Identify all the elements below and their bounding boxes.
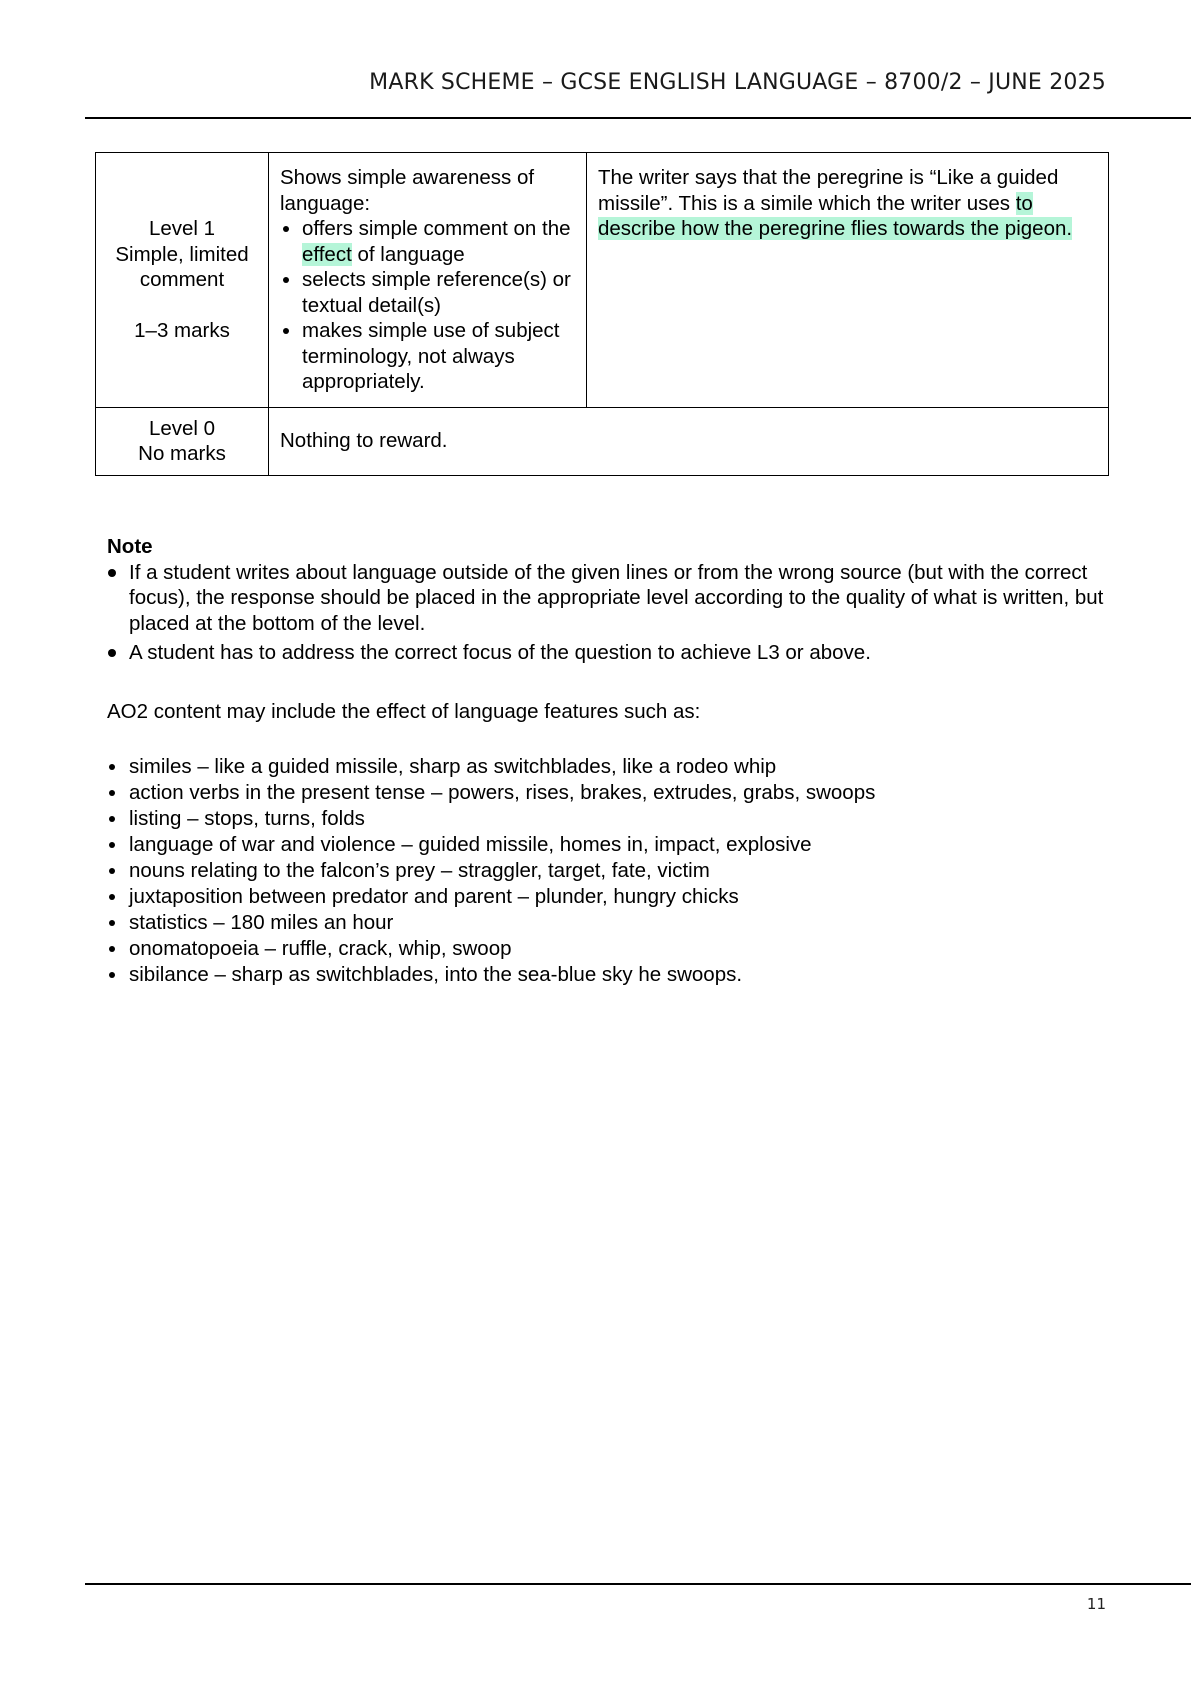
page-header-title: MARK SCHEME – GCSE ENGLISH LANGUAGE – 8700/2 – JUNE 2025 [369, 70, 1106, 95]
level-0-text-cell: Nothing to reward. [269, 407, 1109, 475]
criteria-item [280, 216, 576, 267]
ao2-intro: AO2 content may include the effect of language features such as: [107, 700, 701, 723]
level-0-label-cell [96, 407, 269, 475]
criteria-item: selects simple reference(s) or textual detail(s) [280, 267, 576, 318]
note-list [107, 560, 1107, 666]
footer-rule [85, 1583, 1191, 1585]
feature-item: action verbs in the present tense – powers, rises, brakes, extrudes, grabs, swoops [107, 780, 1107, 806]
feature-item: nouns relating to the falcon’s prey – straggler, target, fate, victim [107, 858, 1107, 884]
level-1-label-cell [96, 153, 269, 408]
highlighted-word: effect [302, 242, 352, 266]
feature-item: listing – stops, turns, folds [107, 806, 1107, 832]
page-number: 11 [1086, 1595, 1106, 1613]
level-1-criteria-cell [269, 153, 587, 408]
level-1-descriptor: Simple, limited comment [115, 242, 249, 292]
levels-table [95, 152, 1109, 476]
feature-item: sibilance – sharp as switchblades, into the sea-blue sky he swoops. [107, 962, 1107, 988]
feature-item: juxtaposition between predator and parent – plunder, hungry chicks [107, 884, 1107, 910]
note-item: A student has to address the correct focus of the question to achieve L3 or above. [107, 640, 1107, 666]
level-0-name: Level 0 [148, 416, 216, 440]
ao2-features-section [107, 754, 1107, 988]
feature-item: statistics – 180 miles an hour [107, 910, 1107, 936]
level-0-descriptor: No marks [138, 442, 226, 465]
level-1-criteria-intro: Shows simple awareness of language: [280, 166, 535, 215]
note-section [107, 534, 1107, 670]
note-item: If a student writes about language outside of the given lines or from the wrong source (but with the correct focus), the response should be placed in the appropriate level according to the quality of what is written, but placed at the bottom of the level. [107, 560, 1107, 637]
level-1-marks: 1–3 marks [134, 318, 230, 342]
header-rule [85, 117, 1191, 119]
level-1-criteria-list [280, 216, 576, 395]
example-highlighted-text: to describe how the peregrine flies towards the pigeon. [598, 191, 1073, 240]
feature-item: similes – like a guided missile, sharp as switchblades, like a rodeo whip [107, 754, 1107, 780]
criteria-text: of language [351, 242, 465, 266]
feature-item: language of war and violence – guided missile, homes in, impact, explosive [107, 832, 1107, 858]
example-text: The writer says that the peregrine is “Like a guided missile”. This is a simile which the writer uses [598, 166, 1059, 215]
criteria-item: makes simple use of subject terminology, not always appropriately. [280, 318, 576, 395]
level-1-row [96, 153, 1109, 408]
criteria-text: offers simple comment on the [302, 217, 571, 240]
level-1-name: Level 1 [148, 217, 216, 241]
level-0-row [96, 407, 1109, 475]
level-1-spacer [96, 293, 268, 318]
feature-item: onomatopoeia – ruffle, crack, whip, swoop [107, 936, 1107, 962]
level-1-example-cell [587, 153, 1109, 408]
note-heading: Note [107, 535, 153, 558]
ao2-feature-list [107, 754, 1107, 988]
